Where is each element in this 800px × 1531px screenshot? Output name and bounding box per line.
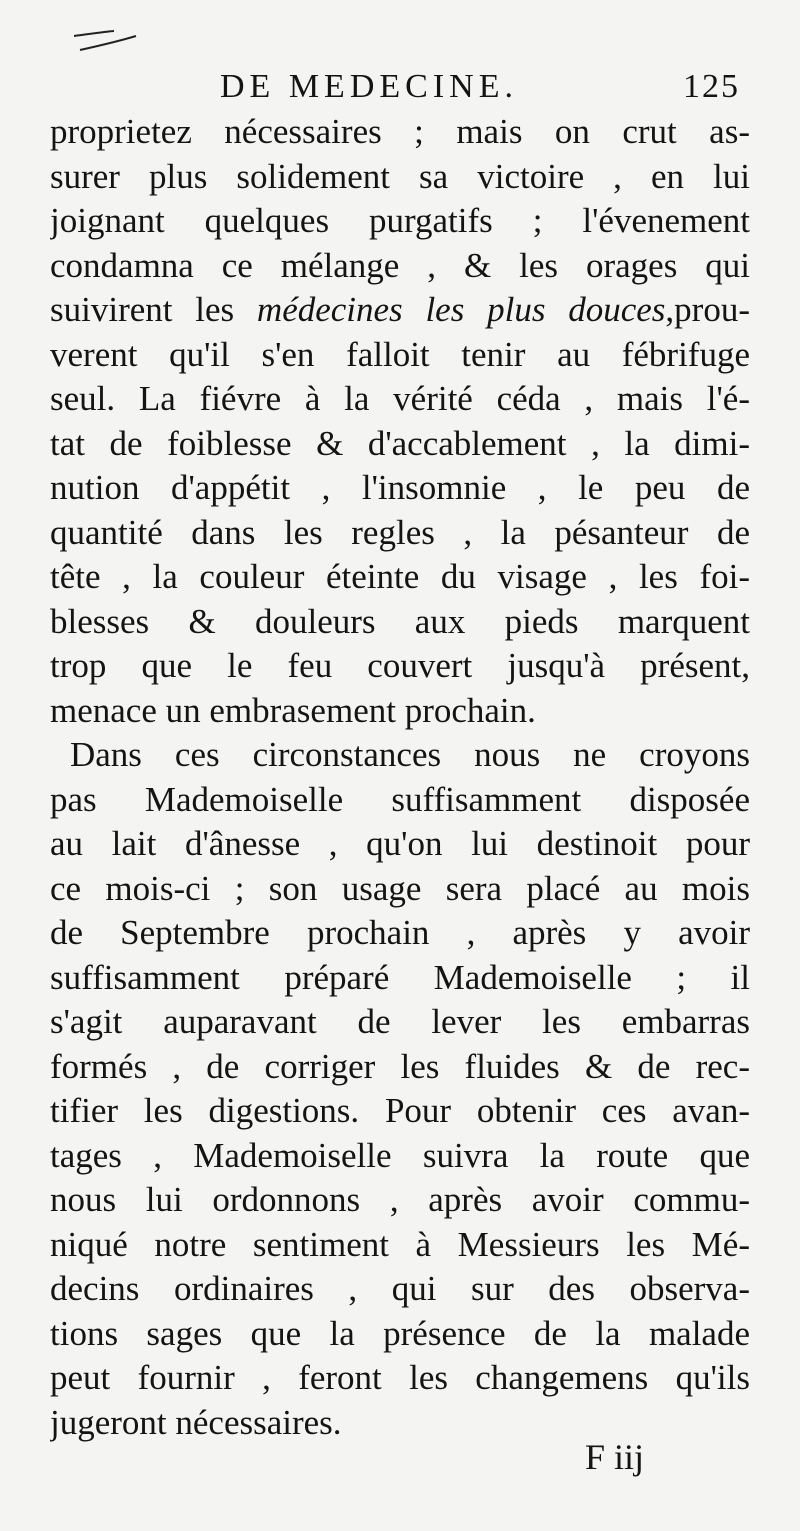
text-line: nution d'appétit , l'insomnie , le peu de [50,468,750,507]
text-line: formés , de corriger les fluides & de rec- [50,1046,750,1086]
text-line: niqué notre sentiment à Messieurs les Mé- [50,1224,750,1264]
text-line: decins ordinaires , qui sur des observa- [50,1269,750,1308]
text-line: trop que le feu couvert jusqu'à présent, [50,646,750,685]
text-line: seul. La fiévre à la vérité céda , mais l'é- [50,379,750,418]
signature-mark: F iij [585,1437,645,1477]
text-line [50,288,750,333]
text-line: condamna ce mélange , & les orages qui [50,245,750,285]
text-line: verent qu'il s'en falloit tenir au fébrifuge [50,334,750,374]
text-line: ce mois-ci ; son usage sera placé au mois [50,868,750,908]
paragraph-1 [50,110,750,733]
pen-scratch-mark [70,28,140,58]
body-text [50,110,750,1445]
text-line: au lait d'ânesse , qu'on lui destinoit pour [50,824,750,863]
text-span: suivirent les [50,290,257,329]
text-line: Dans ces circonstances nous ne croyons [70,735,750,774]
text-line: surer plus solidement sa victoire , en lui [50,156,750,196]
text-line: s'agit auparavant de lever les embarras [50,1002,750,1041]
text-line: proprietez nécessaires ; mais on crut as- [50,112,750,151]
paragraph-2 [50,733,750,1445]
italic-phrase: médecines les plus douces [256,290,666,329]
text-line: tifier les digestions. Pour obtenir ces avan- [50,1091,750,1130]
text-line: blesses & douleurs aux pieds marquent [50,601,750,641]
text-line: quantité dans les regles , la pésanteur de [50,512,750,552]
text-line: joignant quelques purgatifs ; l'évenement [50,201,750,240]
page-header [60,62,740,112]
text-line: nous lui ordonnons , après avoir commu- [50,1180,750,1219]
page-number: 125 [683,68,740,105]
text-line: tions sages que la présence de la malade [50,1313,750,1353]
text-span: ,prou- [665,290,750,329]
text-line: peut fournir , feront les changemens qu'ils [50,1358,750,1397]
running-head: DE MEDECINE. [220,68,518,105]
text-line: menace un embrasement prochain. [50,690,536,730]
text-line: jugeront nécessaires. [50,1402,342,1442]
text-line: tat de foiblesse & d'accablement , la dimi- [50,423,750,463]
text-line: suffisamment préparé Mademoiselle ; il [50,957,750,997]
text-line: de Septembre prochain , après y avoir [50,913,750,952]
text-line: tages , Mademoiselle suivra la route que [50,1135,750,1175]
text-line: tête , la couleur éteinte du visage , les foi- [50,557,750,596]
text-line: pas Mademoiselle suffisamment disposée [50,779,750,819]
